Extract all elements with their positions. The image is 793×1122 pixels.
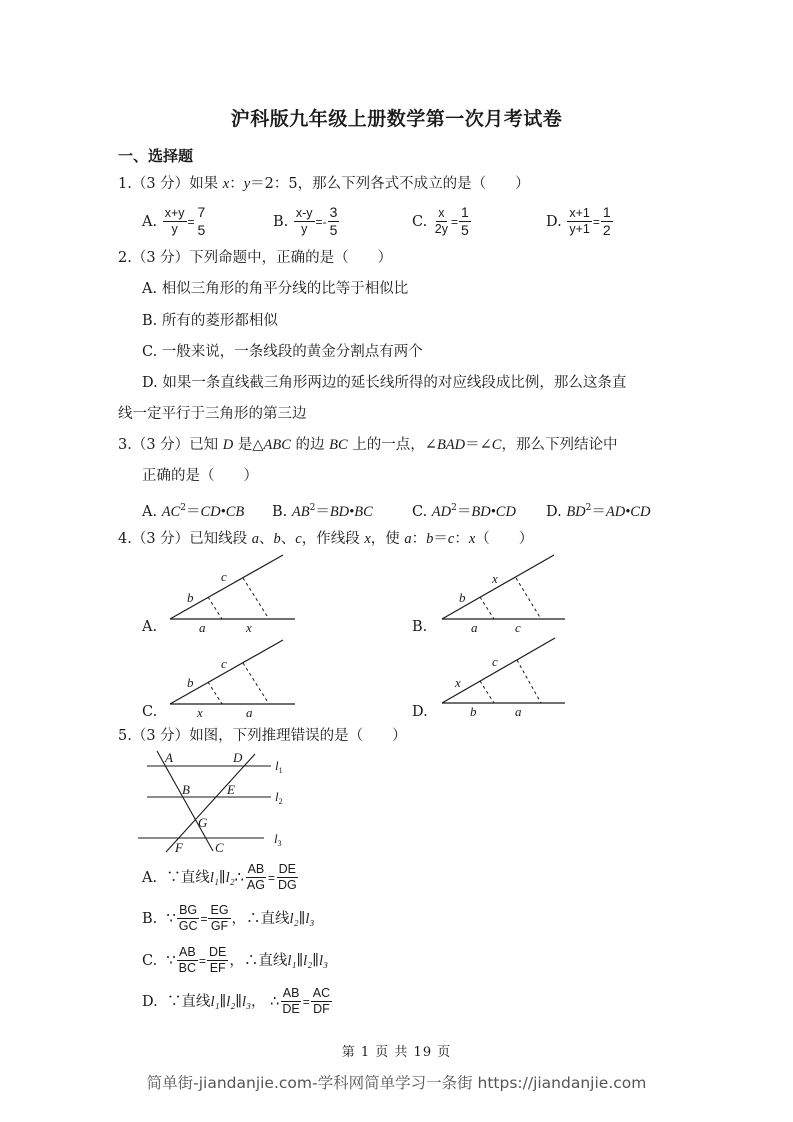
option-rhs: BD•CD bbox=[471, 504, 516, 520]
question-4-option-c-figure[interactable] bbox=[165, 635, 300, 720]
option-label: D. bbox=[142, 375, 158, 391]
fraction-rhs: $\frac{DE}{DG}$ bbox=[277, 862, 297, 892]
option-rhs: AD•CD bbox=[605, 504, 651, 520]
question-score: （3 分） bbox=[131, 437, 190, 453]
question-1-option-d[interactable] bbox=[546, 204, 614, 239]
therefore-symbol: ∴ bbox=[270, 993, 280, 1010]
equals-sign: = bbox=[592, 214, 600, 229]
question-2-option-b[interactable] bbox=[142, 311, 278, 331]
stem-text: ： bbox=[411, 531, 427, 547]
because-symbol: ∵ bbox=[166, 952, 176, 969]
segment-label-upper1: b bbox=[187, 675, 194, 690]
equals-sign: = bbox=[267, 870, 275, 885]
fraction-lhs: $\frac{BG}{GC}$ bbox=[178, 903, 198, 933]
question-3-stem-continued bbox=[142, 466, 258, 486]
segment-label-lower1: a bbox=[199, 620, 206, 635]
segment-label-lower2: x bbox=[246, 620, 252, 635]
var-x: x bbox=[364, 531, 371, 547]
stem-text: 已知线段 bbox=[189, 531, 252, 547]
segment-label-upper2: c bbox=[221, 656, 227, 671]
question-1-option-b[interactable] bbox=[273, 204, 340, 239]
therefore-clause: ∴直线 bbox=[246, 910, 290, 927]
exponent: 2 bbox=[180, 503, 186, 513]
question-4-stem bbox=[118, 529, 533, 549]
fraction-lhs: $\frac{AB}{BC}$ bbox=[178, 945, 197, 975]
stem-text: 下列命题中，正确的是（ ） bbox=[189, 250, 393, 266]
option-text: 相似三角形的角平分线的比等于相似比 bbox=[161, 281, 409, 297]
question-4-option-b-figure[interactable] bbox=[437, 550, 572, 635]
therefore-clause: ∴直线 bbox=[243, 952, 288, 969]
question-5-option-c[interactable] bbox=[142, 945, 328, 976]
stem-text: （ ） bbox=[475, 531, 534, 547]
question-4-option-a-figure[interactable] bbox=[165, 550, 300, 635]
question-4-option-d-figure[interactable] bbox=[437, 632, 572, 720]
segment-label-upper2: c bbox=[221, 569, 227, 584]
option-rhs: CD•CB bbox=[200, 504, 245, 520]
point-label-g: G bbox=[198, 815, 208, 830]
separator: ， bbox=[251, 993, 266, 1010]
option-text: 所有的菱形都相似 bbox=[161, 313, 278, 329]
fraction-rhs: $\frac{1}{5}$ bbox=[461, 204, 469, 238]
point-label-d: D bbox=[233, 750, 243, 765]
segment-label-upper2: x bbox=[492, 571, 498, 586]
option-lhs: AD bbox=[431, 504, 452, 520]
option-label: B. bbox=[142, 313, 158, 329]
exponent: 2 bbox=[585, 503, 592, 513]
var-bc: BC bbox=[329, 437, 348, 453]
segment-label-lower1: x bbox=[197, 705, 203, 720]
question-score: （3 分） bbox=[131, 531, 190, 547]
option-lhs: BD bbox=[566, 504, 586, 520]
stem-text: ： bbox=[229, 176, 244, 192]
fraction-rhs: $\frac{DE}{EF}$ bbox=[209, 945, 227, 975]
equals-sign: ＝ bbox=[591, 504, 606, 520]
stem-text: ，作线段 bbox=[301, 531, 365, 547]
because-clause: ∵直线 bbox=[166, 993, 211, 1010]
equals-sign: = bbox=[199, 953, 207, 968]
stem-text: 如果 bbox=[189, 176, 223, 192]
option-label: C. bbox=[412, 504, 428, 520]
equals-sign: = bbox=[187, 214, 195, 229]
equals-sign: = bbox=[451, 214, 459, 229]
stem-text: ＝∠ bbox=[465, 437, 492, 453]
stem-text: 上的一点，∠ bbox=[347, 437, 437, 453]
question-3-option-d[interactable] bbox=[546, 498, 650, 522]
stem-text: ，那么下列结论中 bbox=[501, 437, 618, 453]
point-label-c: C bbox=[215, 840, 224, 855]
question-1-stem bbox=[118, 174, 530, 194]
var-a: a bbox=[251, 531, 260, 547]
equals-sign: ＝ bbox=[456, 504, 472, 520]
condition: l₁∥l₂∥l₃ bbox=[210, 993, 252, 1010]
question-3-option-b[interactable] bbox=[272, 498, 373, 522]
question-score: （3 分） bbox=[131, 250, 190, 266]
question-1-option-a[interactable] bbox=[142, 204, 208, 239]
fraction-lhs: $\frac{x-y}{y}$ bbox=[295, 206, 313, 236]
question-score: （3 分） bbox=[131, 176, 190, 192]
equals-sign: ＝ bbox=[185, 504, 201, 520]
stem-text: ，使 bbox=[370, 531, 405, 547]
point-label-f: F bbox=[175, 840, 183, 855]
page-title: 沪科版九年级上册数学第一次月考试卷 bbox=[230, 108, 563, 130]
stem-text: 已知 bbox=[189, 437, 223, 453]
conclusion: l₁∥l₂∥l₃ bbox=[287, 952, 329, 969]
option-label: A. bbox=[142, 869, 158, 886]
segment-label-upper2: c bbox=[492, 654, 498, 669]
var-x: x bbox=[468, 531, 476, 547]
because-symbol: ∵ bbox=[166, 910, 176, 927]
question-1-option-c[interactable] bbox=[412, 204, 472, 239]
question-2-option-a[interactable] bbox=[142, 279, 408, 299]
stem-text: ＝ bbox=[433, 531, 448, 547]
question-number: 5. bbox=[118, 728, 132, 744]
line-label-l2: $l_2$ bbox=[275, 789, 283, 806]
stem-text: ： bbox=[454, 531, 469, 547]
option-label: D. bbox=[546, 504, 562, 520]
var-y: y bbox=[243, 176, 251, 192]
point-label-b: B bbox=[182, 782, 190, 797]
fraction-rhs: $\frac{7}{5}$ bbox=[197, 204, 206, 238]
point-label-e: E bbox=[227, 782, 235, 797]
segment-label-upper1: b bbox=[459, 590, 466, 605]
exponent: 2 bbox=[309, 503, 316, 513]
segment-label-lower2: a bbox=[246, 705, 253, 720]
var-d: D bbox=[222, 437, 234, 453]
question-2-option-c[interactable] bbox=[142, 342, 423, 362]
segment-label-lower1: b bbox=[470, 704, 477, 719]
fraction-rhs: $\frac{3}{5}$ bbox=[329, 204, 338, 238]
conclusion: l₂∥l₃ bbox=[289, 910, 315, 927]
because-clause: ∵直线 bbox=[166, 869, 210, 886]
option-text: 一般来说，一条线段的黄金分割点有两个 bbox=[161, 344, 423, 360]
option-label: B. bbox=[272, 504, 288, 520]
question-3-option-c[interactable] bbox=[412, 498, 516, 522]
stem-text: 如图，下列推理错误的是（ ） bbox=[189, 728, 407, 744]
option-label: C. bbox=[412, 213, 428, 230]
stem-text: ＝2：5，那么下列各式不成立的是（ ） bbox=[250, 176, 530, 192]
question-4-option-b-label[interactable]: B. bbox=[412, 619, 428, 635]
question-4-option-c-label[interactable]: C. bbox=[142, 704, 158, 720]
question-number: 3. bbox=[118, 437, 132, 453]
question-5-option-d[interactable] bbox=[142, 986, 333, 1017]
point-label-a: A bbox=[165, 750, 173, 765]
stem-text: 、 bbox=[280, 531, 296, 547]
segment-label-upper1: b bbox=[187, 590, 194, 605]
equals-sign: ＝ bbox=[315, 504, 330, 520]
question-number: 4. bbox=[118, 531, 132, 547]
segment-label-upper1: x bbox=[455, 675, 461, 690]
option-label: C. bbox=[142, 952, 158, 969]
question-2-stem bbox=[118, 248, 392, 268]
option-lhs: AC bbox=[161, 504, 181, 520]
var-c: c bbox=[447, 531, 455, 547]
equals-sign: = bbox=[315, 214, 323, 229]
option-label: C. bbox=[142, 344, 158, 360]
line-label-l3: $l_3$ bbox=[274, 831, 282, 848]
var-b: b bbox=[426, 531, 434, 547]
option-text: 如果一条直线截三角形两边的延长线所得的对应线段成比例，那么这条直 bbox=[162, 375, 627, 391]
fraction-lhs: $\frac{x+y}{y}$ bbox=[164, 206, 185, 236]
option-label: A. bbox=[142, 281, 158, 297]
question-5-stem bbox=[118, 726, 407, 746]
equals-sign: = bbox=[302, 994, 310, 1009]
option-label: A. bbox=[142, 504, 158, 520]
stem-text: 、 bbox=[259, 531, 274, 547]
option-label: B. bbox=[142, 910, 158, 927]
section-heading: 一、选择题 bbox=[118, 147, 194, 165]
option-label: D. bbox=[142, 993, 158, 1010]
stem-text: 的边 bbox=[290, 437, 330, 453]
fraction-rhs: $\frac{1}{2}$ bbox=[602, 204, 611, 238]
var-b: b bbox=[273, 531, 281, 547]
condition: l₁∥l₂ bbox=[209, 869, 235, 886]
option-lhs: AB bbox=[291, 504, 310, 520]
fraction-rhs: $\frac{AC}{DF}$ bbox=[312, 986, 331, 1016]
fraction-lhs: $\frac{x+1}{y+1}$ bbox=[569, 206, 590, 236]
segment-label-lower1: a bbox=[471, 620, 478, 635]
fraction-lhs: $\frac{AB}{DE}$ bbox=[282, 986, 300, 1016]
var-bad: BAD bbox=[436, 437, 466, 453]
var-c: C bbox=[491, 437, 502, 453]
var-x: x bbox=[222, 176, 230, 192]
option-label: A. bbox=[142, 213, 158, 230]
question-number: 2. bbox=[118, 250, 132, 266]
question-4-option-a-label[interactable]: A. bbox=[142, 619, 158, 635]
separator: ， bbox=[231, 910, 247, 927]
var-c: c bbox=[295, 531, 302, 547]
line-label-l1: $l_1$ bbox=[275, 758, 283, 775]
question-2-option-d[interactable] bbox=[142, 373, 626, 393]
fraction-lhs: $\frac{AB}{AG}$ bbox=[246, 862, 265, 892]
segment-label-lower2: a bbox=[515, 704, 522, 719]
option-label: B. bbox=[273, 213, 289, 230]
question-score: （3 分） bbox=[131, 728, 190, 744]
option-label: D. bbox=[546, 213, 562, 230]
question-4-option-d-label[interactable]: D. bbox=[412, 704, 428, 720]
stem-text: 正确的是（ ） bbox=[142, 468, 258, 484]
stem-text: 是△ bbox=[233, 437, 264, 453]
segment-label-lower2: c bbox=[515, 620, 521, 635]
question-2-option-d-continued bbox=[118, 404, 307, 424]
question-3-stem bbox=[118, 435, 617, 455]
var-abc: ABC bbox=[263, 437, 291, 453]
exponent: 2 bbox=[451, 503, 457, 513]
question-number: 1. bbox=[118, 176, 132, 192]
watermark: 简单街-jiandanjie.com-学科网简单学习一条街 https://jiandanjie.com bbox=[146, 1074, 647, 1092]
option-text: 线一定平行于三角形的第三边 bbox=[118, 406, 307, 422]
equals-sign: = bbox=[200, 911, 208, 926]
question-5-option-b[interactable] bbox=[142, 903, 314, 934]
question-3-option-a[interactable] bbox=[142, 498, 244, 522]
therefore-symbol: ∴ bbox=[234, 869, 244, 886]
page-indicator: 第 1 页 共 19 页 bbox=[341, 1045, 452, 1060]
fraction-rhs: $\frac{EG}{GF}$ bbox=[210, 903, 229, 933]
minus-sign: - bbox=[322, 214, 327, 229]
question-5-figure bbox=[130, 748, 300, 856]
question-5-option-a[interactable] bbox=[142, 862, 300, 893]
option-rhs: BD•BC bbox=[329, 504, 373, 520]
separator: ， bbox=[229, 952, 244, 969]
var-a: a bbox=[404, 531, 412, 547]
fraction-lhs: $\frac{x}{2y}$ bbox=[434, 206, 448, 236]
